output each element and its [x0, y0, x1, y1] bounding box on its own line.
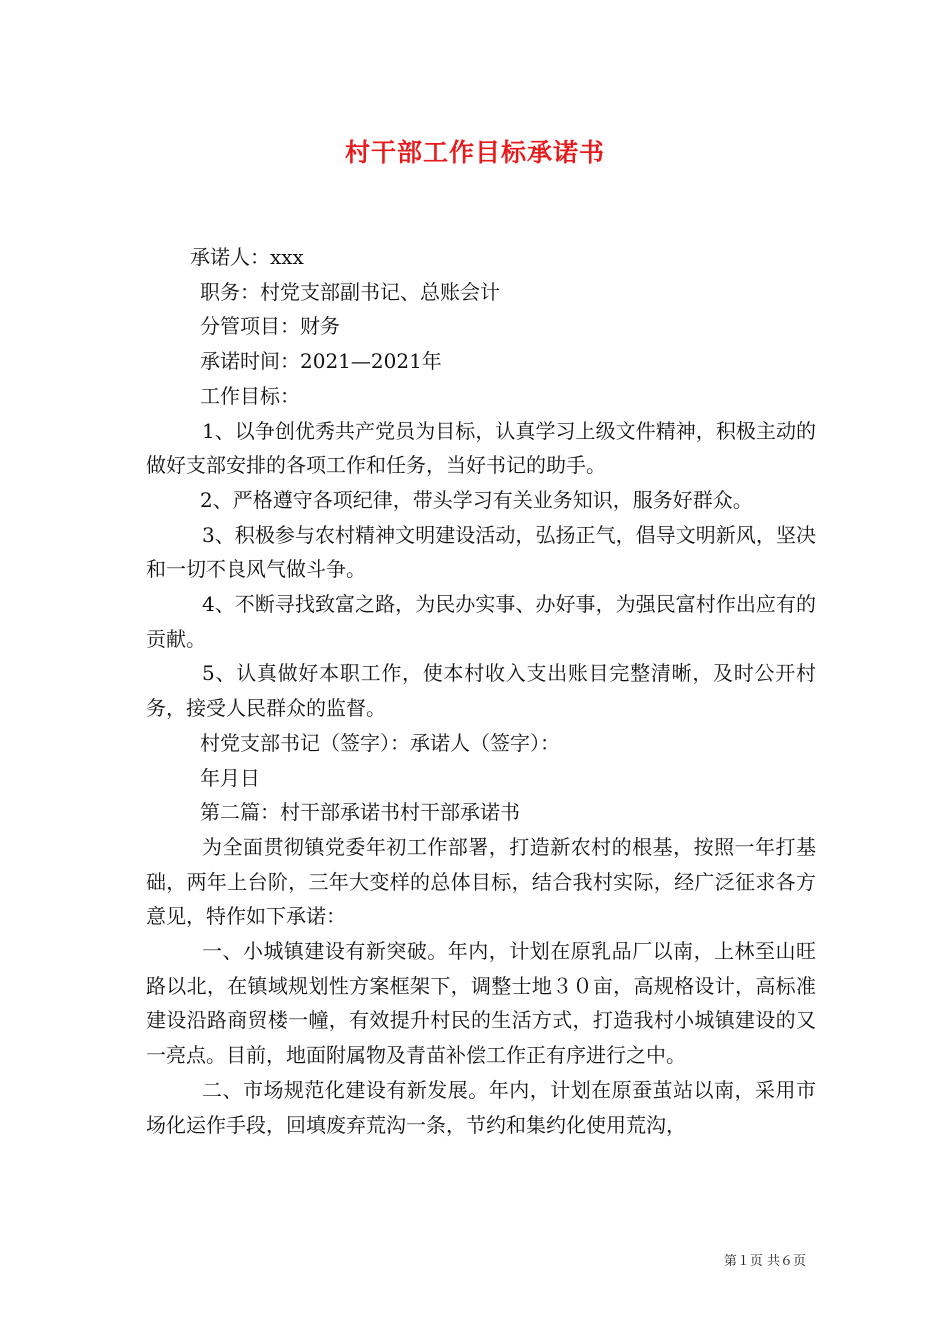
goal-item-1: 1、以争创优秀共产党员为目标，认真学习上级文件精神，积极主动的做好支部安排的各项工作和任务，当好书记的助手。	[146, 418, 816, 478]
signature-line: 村党支部书记（签字）：承诺人（签字）：	[200, 730, 560, 755]
goal-item-3: 3、积极参与农村精神文明建设活动，弘扬正气，倡导文明新风，坚决和一切不良风气做斗争。	[146, 522, 816, 582]
goal-item-4: 4、不断寻找致富之路，为民办实事、办好事，为强民富村作出应有的贡献。	[146, 592, 816, 651]
document-body	[146, 240, 816, 1142]
date-line: 年月日	[200, 765, 260, 790]
document-title: 村干部工作目标承诺书	[344, 138, 605, 167]
goal-item-5: 5、认真做好本职工作，使本村收入支出账目完整清晰，及时公开村务，接受人民群众的监督。	[146, 661, 816, 721]
second-section-title: 第二篇：村干部承诺书村干部承诺书	[200, 800, 520, 825]
goals-label: 工作目标：	[200, 383, 300, 408]
project-field: 分管项目：财务	[200, 314, 340, 339]
second-intro: 为全面贯彻镇党委年初工作部署，打造新农村的根基，按照一年打基础，两年上台阶，三年大变样的总体目标，结合我村实际，经广泛征求各方意见，特作如下承诺：	[146, 834, 816, 929]
promiser-field: 承诺人：xxx	[190, 245, 304, 269]
time-field: 承诺时间：2021—2021年	[200, 349, 442, 374]
position-field: 职务：村党支部副书记、总账会计	[200, 279, 500, 304]
second-item-2: 二、市场规范化建设有新发展。年内，计划在原蚕茧站以南，采用市场化运作手段，回填废弃荒沟一条，节约和集约化使用荒沟，	[146, 1077, 816, 1137]
page-number: 第１页 共６页	[723, 1254, 806, 1269]
goal-item-2: 2、严格遵守各项纪律，带头学习有关业务知识，服务好群众。	[200, 487, 753, 512]
second-item-1: 一、小城镇建设有新突破。年内，计划在原乳品厂以南，上林至山旺路以北，在镇域规划性方案框架下，调整士地３０亩，高规格设计，高标准建设沿路商贸楼一幢，有效提升村民的生活方式，打造我村小城镇建设的又一亮点。目前，地面附属物及青苗补偿工作正有序进行之中。	[146, 939, 816, 1068]
